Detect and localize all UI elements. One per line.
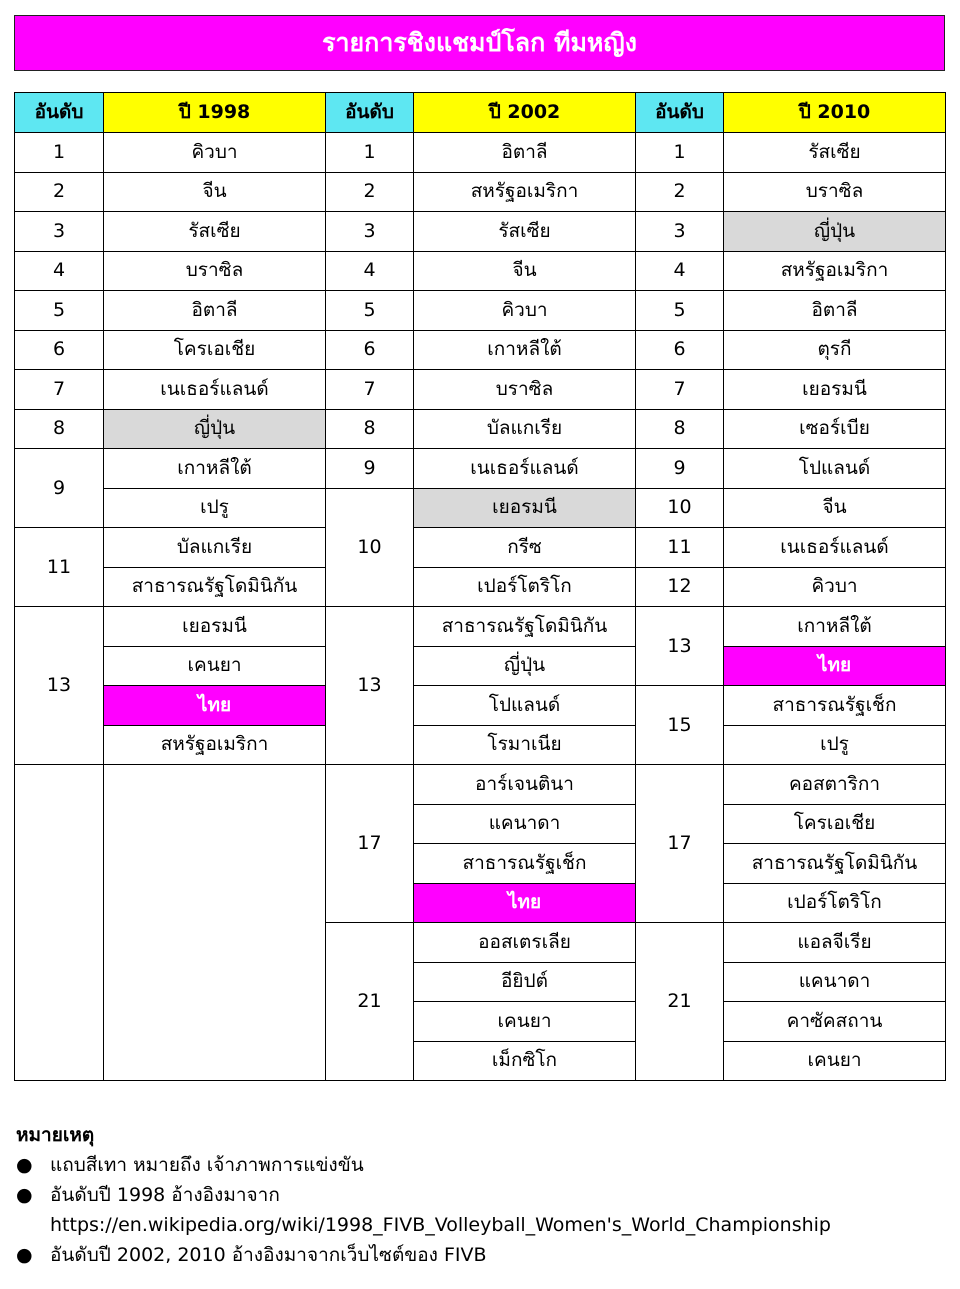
team-cell: เปรู <box>104 488 326 528</box>
team-cell: สาธารณรัฐโดมินิกัน <box>414 607 636 647</box>
rank-cell: 9 <box>15 449 104 528</box>
rank-cell: 3 <box>15 212 104 252</box>
team-cell: เคนยา <box>414 1002 636 1042</box>
team-cell: สาธารณรัฐโดมินิกัน <box>104 567 326 607</box>
note-item <box>16 1240 946 1270</box>
year-header-1998: ปี 1998 <box>104 93 326 133</box>
rank-cell: 1 <box>15 133 104 173</box>
thailand-team-cell: ไทย <box>724 646 946 686</box>
bullet-icon: ● <box>16 1154 33 1176</box>
rank-header-2002: อันดับ <box>326 93 414 133</box>
team-cell: เซอร์เบีย <box>724 409 946 449</box>
rank-cell: 7 <box>15 370 104 410</box>
rank-cell: 1 <box>636 133 724 173</box>
note-item <box>16 1150 946 1180</box>
rank-cell: 6 <box>636 330 724 370</box>
bullet-icon: ● <box>16 1184 33 1206</box>
team-cell: โปแลนด์ <box>414 686 636 726</box>
team-cell: จีน <box>724 488 946 528</box>
notes-heading: หมายเหตุ <box>16 1124 95 1146</box>
note-text: อันดับปี 1998 อ้างอิงมาจาก <box>50 1184 280 1206</box>
team-cell: อาร์เจนตินา <box>414 765 636 805</box>
year-header-2002: ปี 2002 <box>414 93 636 133</box>
team-cell: โครเอเชีย <box>724 804 946 844</box>
team-cell: โครเอเชีย <box>104 330 326 370</box>
team-cell: สหรัฐอเมริกา <box>724 251 946 291</box>
empty-team-cell <box>104 765 326 1081</box>
team-cell: แอลจีเรีย <box>724 923 946 963</box>
host-team-cell: เยอรมนี <box>414 488 636 528</box>
rank-cell: 4 <box>15 251 104 291</box>
team-cell: ญี่ปุ่น <box>414 646 636 686</box>
team-cell: ตุรกี <box>724 330 946 370</box>
rank-cell: 4 <box>636 251 724 291</box>
rank-cell: 17 <box>636 765 724 923</box>
team-cell: สาธารณรัฐเช็ก <box>414 844 636 884</box>
team-cell: จีน <box>104 172 326 212</box>
rank-cell: 13 <box>326 607 414 765</box>
rank-cell: 8 <box>636 409 724 449</box>
rank-cell: 12 <box>636 567 724 607</box>
team-cell: คิวบา <box>104 133 326 173</box>
rank-cell: 13 <box>636 607 724 686</box>
team-cell: เม็กซิโก <box>414 1041 636 1081</box>
rank-cell: 5 <box>326 291 414 331</box>
team-cell: บราซิล <box>724 172 946 212</box>
rank-cell: 5 <box>636 291 724 331</box>
rank-cell: 7 <box>326 370 414 410</box>
team-cell: กรีซ <box>414 528 636 568</box>
team-cell: เปอร์โตริโก <box>414 567 636 607</box>
team-cell: ออสเตรเลีย <box>414 923 636 963</box>
team-cell: เปอร์โตริโก <box>724 883 946 923</box>
page-title: รายการชิงแชมป์โลก ทีมหญิง <box>14 15 945 71</box>
team-cell: อิตาลี <box>724 291 946 331</box>
team-cell: เกาหลีใต้ <box>724 607 946 647</box>
team-cell: จีน <box>414 251 636 291</box>
team-cell: เกาหลีใต้ <box>104 449 326 489</box>
team-cell: โปแลนด์ <box>724 449 946 489</box>
rank-cell: 7 <box>636 370 724 410</box>
team-cell: สาธารณรัฐโดมินิกัน <box>724 844 946 884</box>
empty-rank-cell <box>15 765 104 1081</box>
rank-cell: 2 <box>326 172 414 212</box>
team-cell: อิตาลี <box>414 133 636 173</box>
team-cell: บัลแกเรีย <box>104 528 326 568</box>
thailand-team-cell: ไทย <box>414 883 636 923</box>
team-cell: บราซิล <box>414 370 636 410</box>
rank-header-1998: อันดับ <box>15 93 104 133</box>
note-item <box>16 1180 946 1240</box>
team-cell: แคนาดา <box>724 962 946 1002</box>
team-cell: คิวบา <box>724 567 946 607</box>
team-cell: เนเธอร์แลนด์ <box>104 370 326 410</box>
rank-cell: 15 <box>636 686 724 765</box>
notes-section <box>16 1120 946 1270</box>
rank-cell: 10 <box>326 488 414 607</box>
team-cell: สหรัฐอเมริกา <box>104 725 326 765</box>
note-text: แถบสีเทา หมายถึง เจ้าภาพการแข่งขัน <box>50 1154 364 1176</box>
rank-cell: 9 <box>326 449 414 489</box>
rank-cell: 6 <box>15 330 104 370</box>
team-cell: เคนยา <box>104 646 326 686</box>
rank-header-2010: อันดับ <box>636 93 724 133</box>
team-cell: เคนยา <box>724 1041 946 1081</box>
rank-cell: 13 <box>15 607 104 765</box>
team-cell: เปรู <box>724 725 946 765</box>
thailand-team-cell: ไทย <box>104 686 326 726</box>
team-cell: เยอรมนี <box>724 370 946 410</box>
team-cell: อียิปต์ <box>414 962 636 1002</box>
note-text: อันดับปี 2002, 2010 อ้างอิงมาจากเว็บไซต์ของ FIVB <box>50 1244 487 1266</box>
rank-cell: 3 <box>326 212 414 252</box>
rank-cell: 9 <box>636 449 724 489</box>
rankings-table <box>14 92 946 1081</box>
team-cell: รัสเซีย <box>104 212 326 252</box>
team-cell: บัลแกเรีย <box>414 409 636 449</box>
host-team-cell: ญี่ปุ่น <box>104 409 326 449</box>
team-cell: เยอรมนี <box>104 607 326 647</box>
rank-cell: 21 <box>636 923 724 1081</box>
rank-cell: 11 <box>15 528 104 607</box>
team-cell: สหรัฐอเมริกา <box>414 172 636 212</box>
rank-cell: 21 <box>326 923 414 1081</box>
rank-cell: 8 <box>15 409 104 449</box>
rank-cell: 3 <box>636 212 724 252</box>
rank-cell: 10 <box>636 488 724 528</box>
team-cell: รัสเซีย <box>724 133 946 173</box>
rank-cell: 4 <box>326 251 414 291</box>
rank-cell: 8 <box>326 409 414 449</box>
team-cell: เนเธอร์แลนด์ <box>724 528 946 568</box>
team-cell: คาซัคสถาน <box>724 1002 946 1042</box>
team-cell: คอสตาริกา <box>724 765 946 805</box>
rank-cell: 2 <box>15 172 104 212</box>
team-cell: รัสเซีย <box>414 212 636 252</box>
rank-cell: 2 <box>636 172 724 212</box>
bullet-icon: ● <box>16 1244 33 1266</box>
team-cell: โรมาเนีย <box>414 725 636 765</box>
host-team-cell: ญี่ปุ่น <box>724 212 946 252</box>
team-cell: สาธารณรัฐเช็ก <box>724 686 946 726</box>
rank-cell: 17 <box>326 765 414 923</box>
team-cell: คิวบา <box>414 291 636 331</box>
team-cell: เนเธอร์แลนด์ <box>414 449 636 489</box>
year-header-2010: ปี 2010 <box>724 93 946 133</box>
rank-cell: 1 <box>326 133 414 173</box>
team-cell: เกาหลีใต้ <box>414 330 636 370</box>
rank-cell: 11 <box>636 528 724 568</box>
team-cell: แคนาดา <box>414 804 636 844</box>
rank-cell: 5 <box>15 291 104 331</box>
team-cell: บราซิล <box>104 251 326 291</box>
team-cell: อิตาลี <box>104 291 326 331</box>
notes-list <box>16 1150 946 1270</box>
rank-cell: 6 <box>326 330 414 370</box>
source-link[interactable]: https://en.wikipedia.org/wiki/1998_FIVB_Volleyball_Women's_World_Championship <box>50 1214 831 1236</box>
